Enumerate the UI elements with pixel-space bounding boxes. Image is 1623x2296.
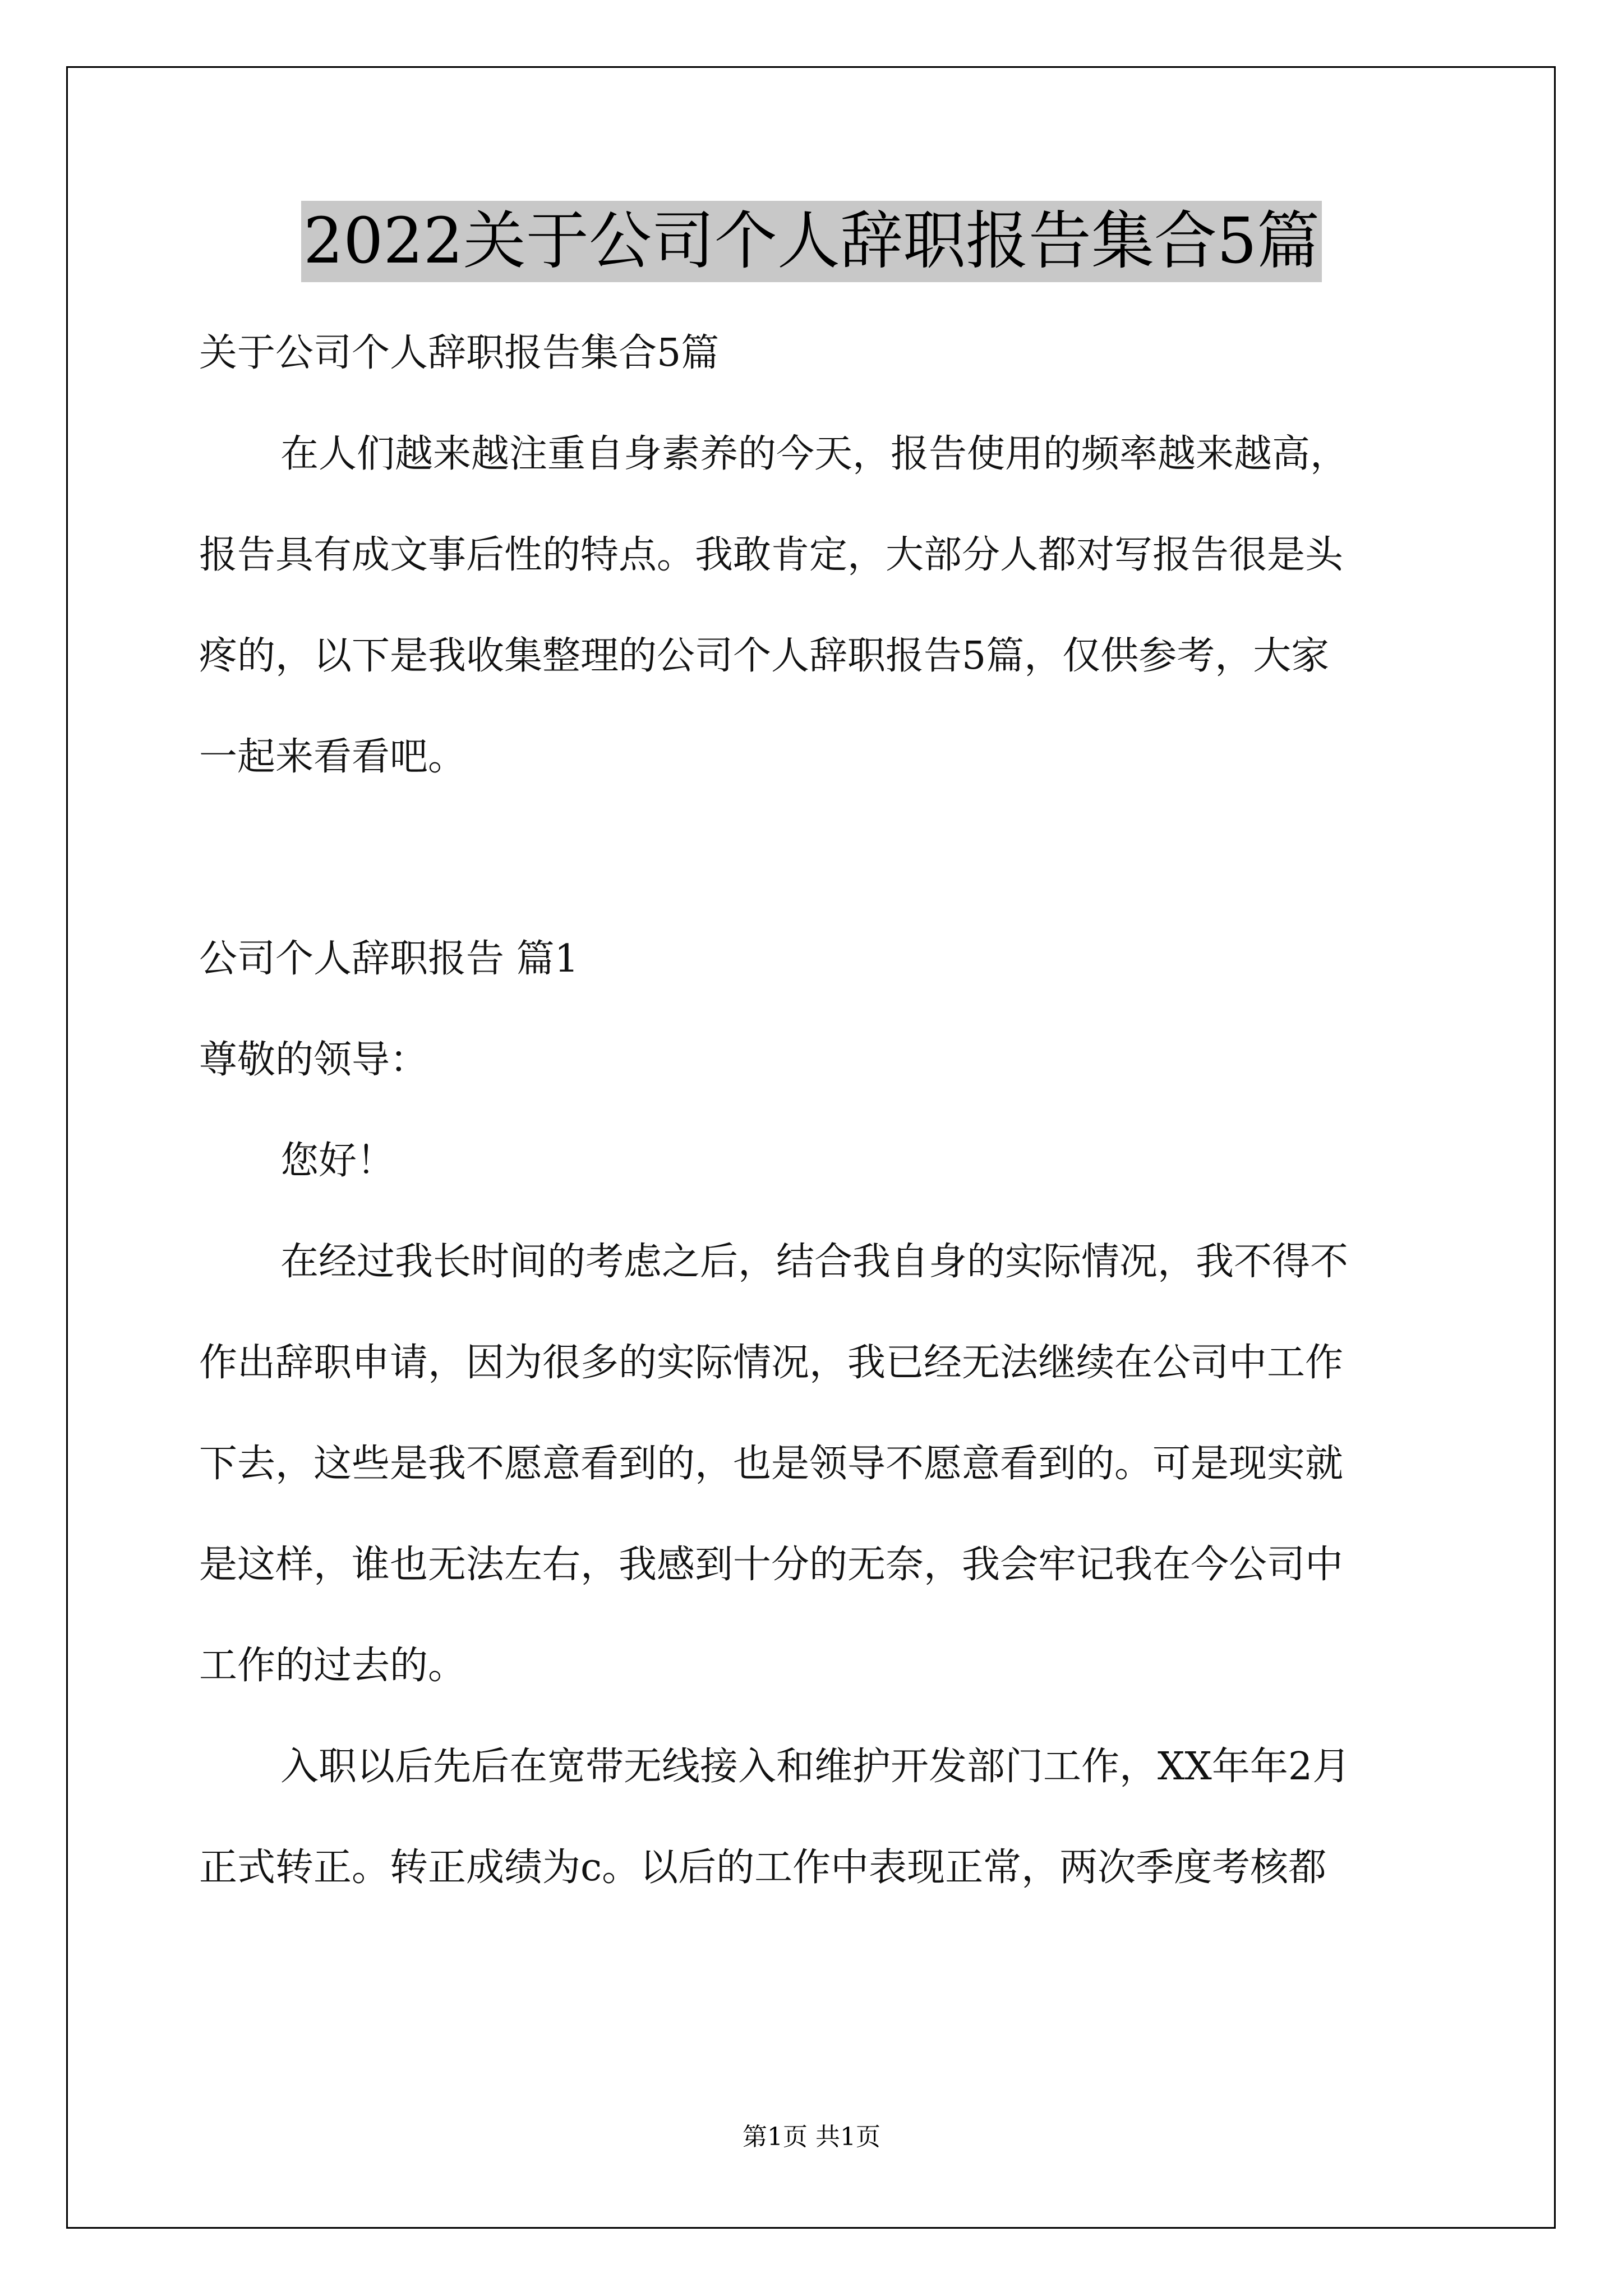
document-title: 2022关于公司个人辞职报告集合5篇 [301,201,1322,282]
paragraph-line: 是这样，谁也无法左右，我感到十分的无奈，我会牢记我在今公司中 [199,1543,1344,1587]
paragraph-line: 作出辞职申请，因为很多的实际情况，我已经无法继续在公司中工作 [199,1341,1344,1385]
intro-line: 疼的，以下是我收集整理的公司个人辞职报告5篇，仅供参考，大家 [199,634,1330,678]
intro-line: 报告具有成文事后性的特点。我敢肯定，大部分人都对写报告很是头 [199,533,1344,577]
paragraph-line: 在经过我长时间的考虑之后，结合我自身的实际情况，我不得不 [280,1240,1349,1284]
intro-line: 在人们越来越注重自身素养的今天，报告使用的频率越来越高， [280,432,1349,476]
paragraph-line: 下去，这些是我不愿意看到的，也是领导不愿意看到的。可是现实就 [199,1442,1344,1486]
blank-line [199,808,1428,909]
title-container [0,201,1623,282]
paragraph-line: 正式转正。转正成绩为c。以后的工作中表现正常，两次季度考核都 [199,1846,1327,1890]
page-footer [0,2120,1623,2154]
salutation: 尊敬的领导： [199,1038,428,1082]
paragraph-line: 工作的过去的。 [199,1644,467,1688]
subtitle: 关于公司个人辞职报告集合5篇 [199,331,720,375]
page-number: 第1页 共1页 [743,2123,880,2151]
greeting: 您好！ [280,1139,395,1183]
paragraph-line: 入职以后先后在宽带无线接入和维护开发部门工作，XX年年2月 [280,1745,1351,1789]
document-body [199,303,1428,1918]
section-heading: 公司个人辞职报告 篇1 [199,937,579,981]
intro-line: 一起来看看吧。 [199,735,467,779]
